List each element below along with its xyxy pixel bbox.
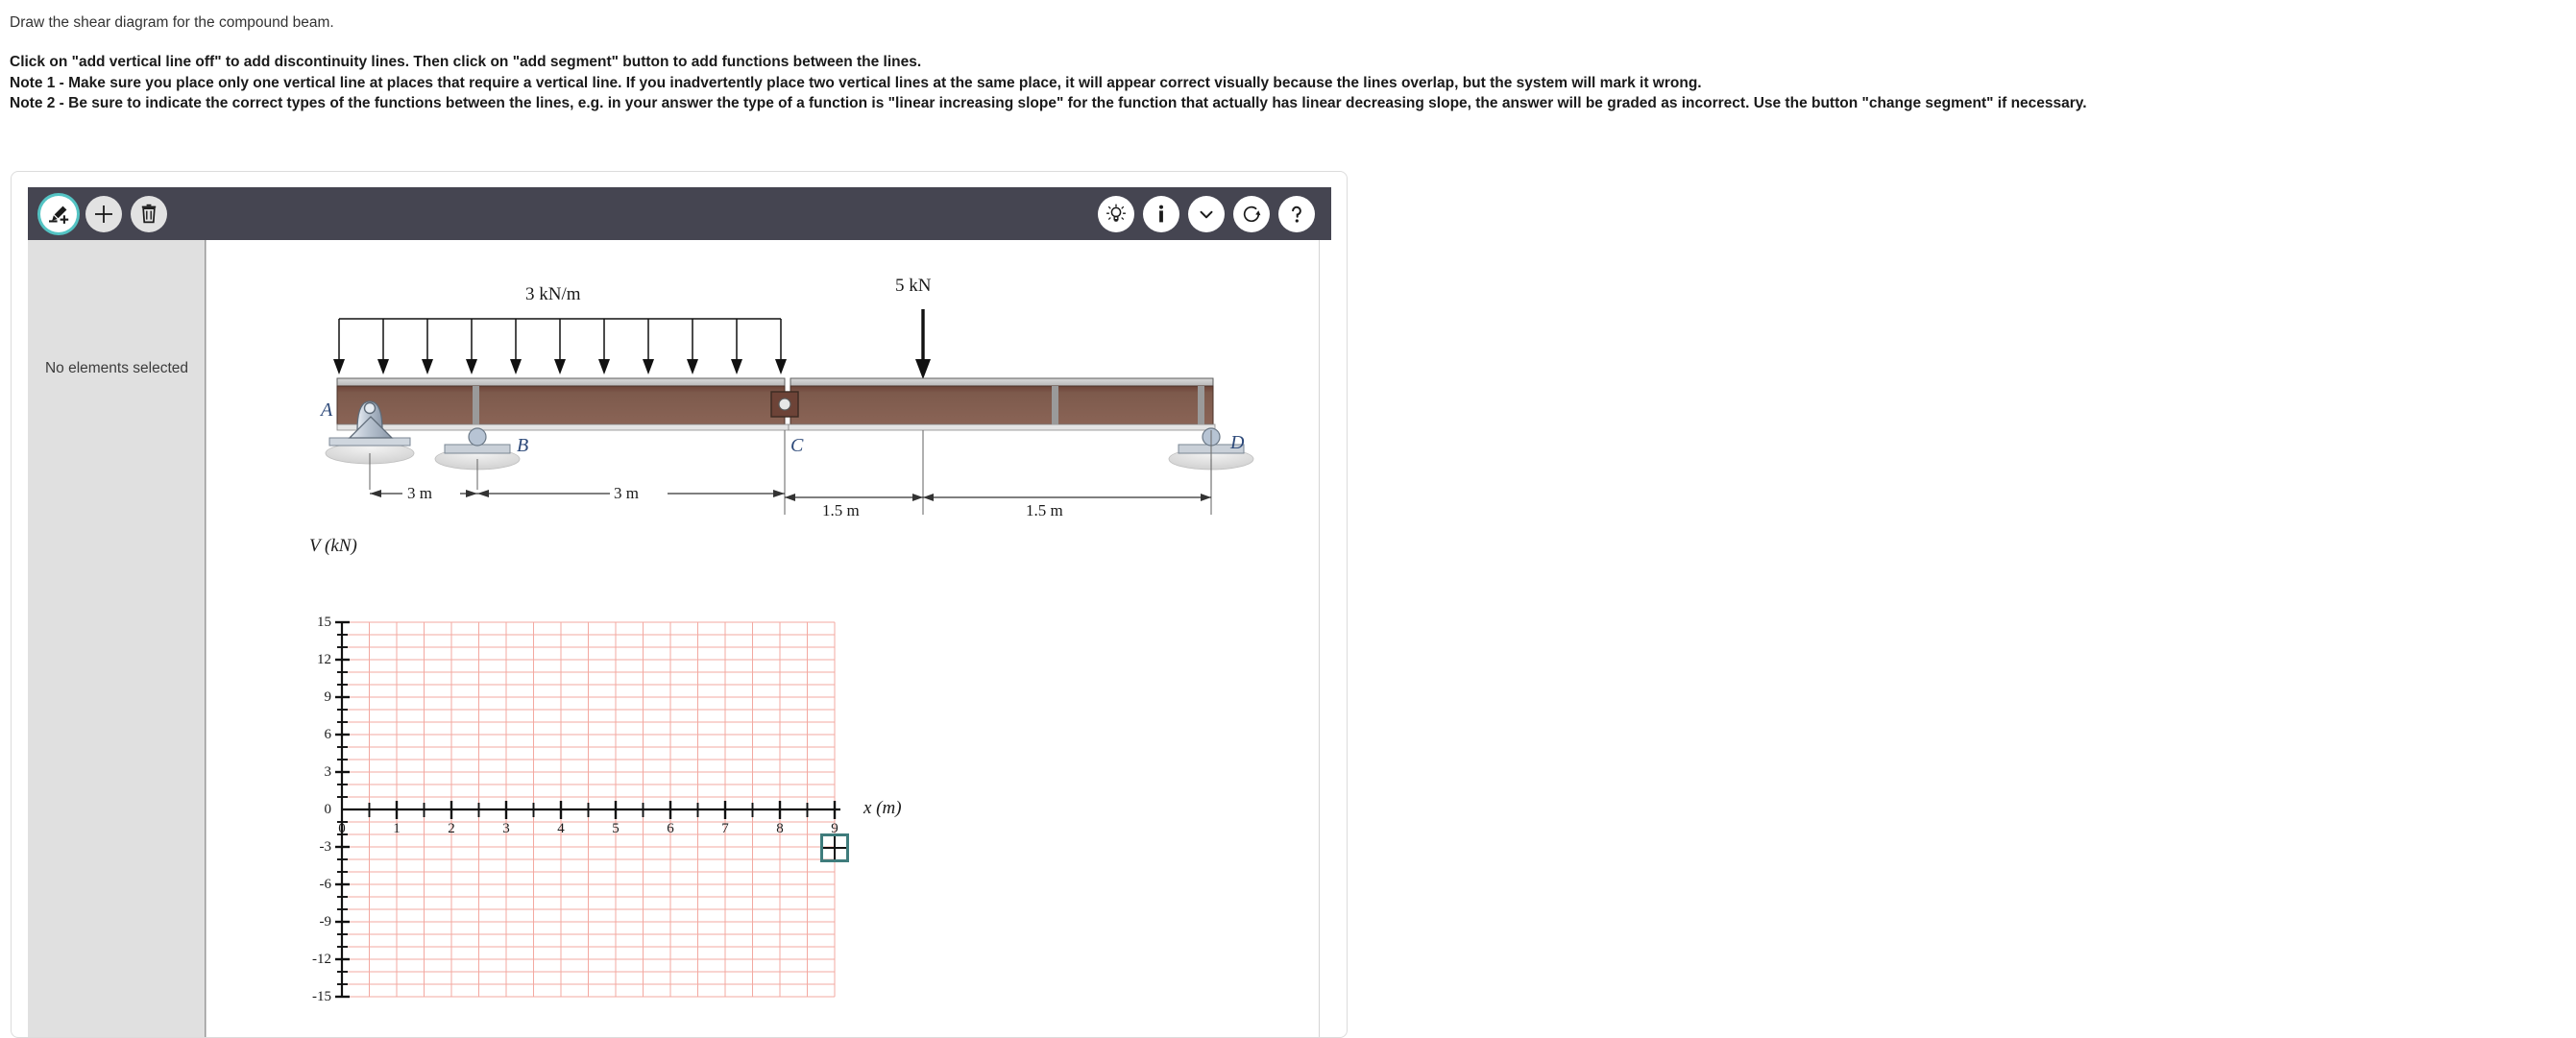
x-tick-label-4: 4 [557, 821, 565, 836]
add-vertical-line-button[interactable] [85, 196, 122, 232]
delete-button[interactable] [131, 196, 167, 232]
canvas-inner [207, 240, 1320, 1037]
add-segment-button[interactable] [40, 196, 77, 232]
x-tick-label-9: 9 [831, 821, 838, 836]
diagram-canvas[interactable] [206, 240, 1331, 1037]
reset-button[interactable] [1233, 196, 1270, 232]
y-tick-label-15: 15 [317, 615, 331, 630]
placement-cursor[interactable] [820, 833, 849, 862]
y-tick-label-n3: -3 [319, 839, 331, 855]
x-tick-label-7: 7 [721, 821, 729, 836]
plot-axes [342, 622, 840, 997]
y-tick-label-3: 3 [324, 764, 331, 780]
collapse-button[interactable] [1188, 196, 1225, 232]
dimension-line-row2 [785, 494, 1211, 501]
canvas-vertical-scrollbar[interactable] [1319, 240, 1331, 1037]
chevron-down-icon [1195, 203, 1218, 226]
support-label-a: A [321, 399, 333, 421]
info-button[interactable] [1143, 196, 1179, 232]
question-mark-icon [1285, 203, 1308, 226]
beam-figure [207, 240, 1320, 624]
support-label-b: B [517, 435, 529, 456]
lightbulb-icon [1105, 203, 1128, 226]
distributed-load-arrowheads [333, 359, 787, 374]
y-axis-label: V (kN) [309, 536, 357, 556]
point-load-label: 5 kN [895, 276, 932, 296]
x-axis-label: x (m) [863, 798, 902, 818]
y-tick-label-n6: -6 [319, 877, 331, 892]
x-tick-label-1: 1 [393, 821, 401, 836]
trash-icon [137, 203, 160, 226]
support-roller-b [435, 428, 520, 490]
instruction-line-1: Click on "add vertical line off" to add discontinuity lines. Then click on "add segment" button to add functions between the lines. [10, 54, 922, 70]
support-label-d: D [1230, 432, 1245, 453]
point-load-arrow [915, 309, 931, 379]
plus-icon [92, 203, 115, 226]
hint-button[interactable] [1098, 196, 1134, 232]
distributed-load-arrows [339, 319, 781, 362]
toolbar-right-group [1098, 196, 1315, 232]
help-button[interactable] [1278, 196, 1315, 232]
shear-diagram-plot[interactable] [207, 616, 1320, 1037]
info-icon [1150, 203, 1173, 226]
y-tick-label-9: 9 [324, 689, 331, 705]
x-tick-label-3: 3 [502, 821, 510, 836]
beam-figure-svg [207, 240, 1320, 624]
problem-prompt: Draw the shear diagram for the compound beam. [10, 14, 334, 31]
x-tick-label-5: 5 [612, 821, 620, 836]
refresh-icon [1240, 203, 1263, 226]
internal-hinge-c [771, 392, 798, 417]
x-tick-label-8: 8 [776, 821, 784, 836]
instruction-note-2: Note 2 - Be sure to indicate the correct types of the functions between the lines, e.g. in your answer the type of a function is "linear increasing slope" for the function that actually has linear decreasing slope, the answer will be graded as incorrect. Use the button "change segment" if necessary. [10, 95, 2087, 111]
y-tick-label-12: 12 [317, 652, 331, 667]
toolbar-left-group [40, 196, 167, 232]
dimension-label-1: 3 m [407, 484, 432, 502]
y-tick-label-n12: -12 [312, 952, 331, 967]
x-tick-label-0: 0 [338, 821, 346, 836]
hinge-label-c: C [790, 435, 804, 456]
y-tick-label-n9: -9 [319, 914, 331, 929]
instructions-block [10, 13, 2574, 114]
dimension-label-4: 1.5 m [1026, 501, 1063, 519]
y-tick-label-6: 6 [324, 727, 331, 742]
instruction-note-1: Note 1 - Make sure you place only one vertical line at places that require a vertical line. If you inadvertently place two vertical lines at the same place, it will appear correct visually because the lines overlap, but the system will mark it wrong. [10, 74, 1702, 91]
editor-toolbar [28, 187, 1331, 240]
no-elements-selected-label: No elements selected [44, 360, 189, 376]
dimension-label-2: 3 m [614, 484, 639, 502]
properties-sidebar [28, 240, 206, 1037]
pencil-plus-icon [47, 203, 70, 226]
y-tick-label-0: 0 [324, 802, 331, 817]
x-tick-label-2: 2 [448, 821, 455, 836]
y-tick-label-n15: -15 [312, 989, 331, 1004]
dimension-label-3: 1.5 m [822, 501, 860, 519]
distributed-load-label: 3 kN/m [525, 284, 581, 304]
shear-diagram-svg[interactable] [207, 616, 1320, 1037]
x-tick-label-6: 6 [667, 821, 674, 836]
